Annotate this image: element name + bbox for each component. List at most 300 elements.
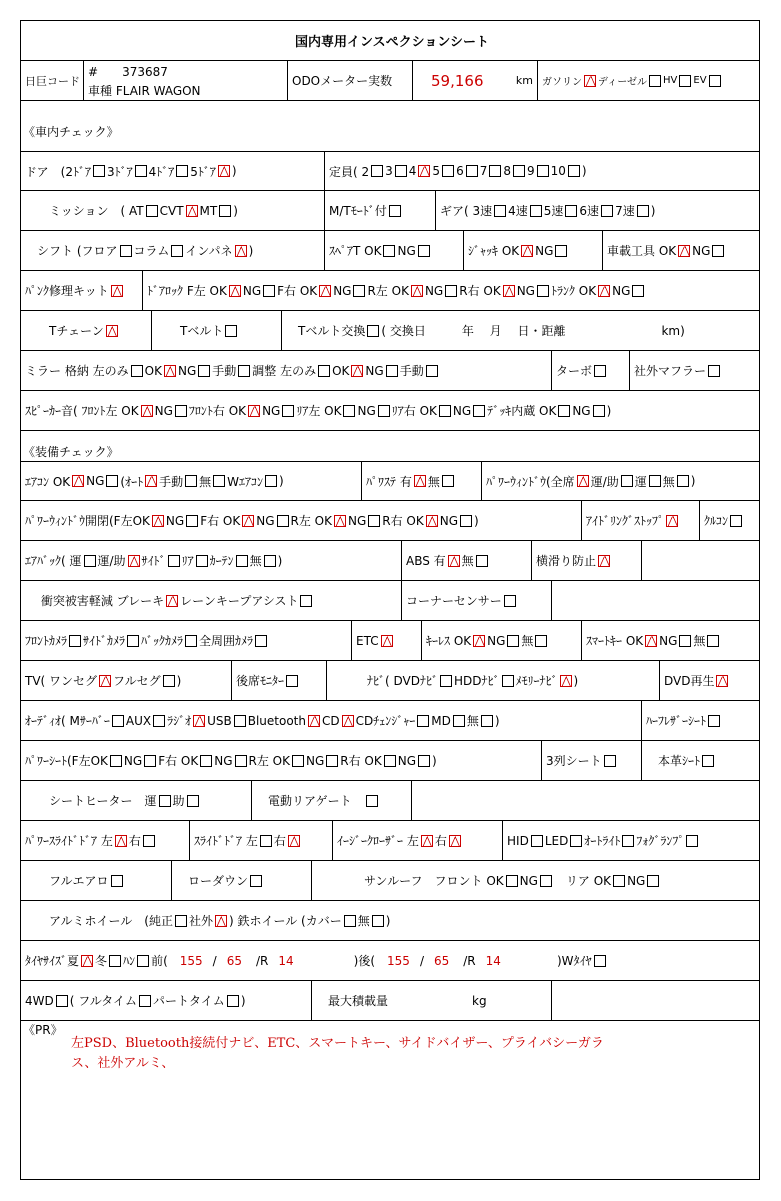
checkbox[interactable] <box>383 245 395 257</box>
field-label: /R <box>463 953 476 968</box>
checkbox-checked[interactable] <box>72 475 84 487</box>
checkbox[interactable] <box>476 555 488 567</box>
checkbox[interactable] <box>292 755 304 767</box>
check-row <box>21 391 759 431</box>
check-row <box>21 981 759 1021</box>
check-row <box>21 901 759 941</box>
check-cell <box>411 781 759 820</box>
field-label: 3ﾄﾞｱ <box>106 164 133 179</box>
field-label: 4ﾄﾞｱ <box>148 164 175 179</box>
checkbox[interactable] <box>537 165 549 177</box>
checkbox[interactable] <box>709 75 721 87</box>
checkbox[interactable] <box>372 915 384 927</box>
checkbox[interactable] <box>263 285 275 297</box>
checkbox-checked[interactable] <box>598 555 610 567</box>
checkbox[interactable] <box>159 795 171 807</box>
checkbox[interactable] <box>386 365 398 377</box>
field-label: ) 鉄ホイール (カバー <box>228 914 342 928</box>
checkbox-checked[interactable] <box>577 475 589 487</box>
checkbox-checked[interactable] <box>584 75 596 87</box>
check-cell <box>463 231 602 270</box>
checkbox[interactable] <box>144 755 156 767</box>
check-cell <box>21 901 759 940</box>
field-label: ｶｰﾃﾝ <box>209 554 234 568</box>
check-row <box>21 941 759 981</box>
field-label: 最大積載量 kg <box>316 994 487 1008</box>
checkbox[interactable] <box>200 755 212 767</box>
check-cell <box>21 152 324 190</box>
field-label: NG <box>487 633 506 648</box>
checkbox-checked[interactable] <box>164 365 176 377</box>
field-label: 車載工具 OK <box>607 244 677 258</box>
field-label: NG <box>439 513 459 528</box>
odo-field[interactable] <box>412 61 537 100</box>
field-label: NG <box>357 403 376 418</box>
checkbox[interactable] <box>460 515 472 527</box>
checkbox-checked[interactable] <box>218 165 230 177</box>
checkbox-checked[interactable] <box>193 715 205 727</box>
check-cell <box>332 821 502 860</box>
checkbox[interactable] <box>494 205 506 217</box>
field-label: NG <box>86 474 105 488</box>
checkbox[interactable] <box>110 755 122 767</box>
checkbox[interactable] <box>109 955 121 967</box>
field-label: ミラー 格納 左のみ <box>25 364 129 378</box>
checkbox-checked[interactable] <box>449 835 461 847</box>
check-cell <box>502 821 759 860</box>
checkbox[interactable] <box>235 755 247 767</box>
checkbox[interactable] <box>504 595 516 607</box>
checkbox-checked[interactable] <box>288 835 300 847</box>
field-label: NG <box>242 283 262 298</box>
checkbox[interactable] <box>570 835 582 847</box>
checkbox[interactable] <box>185 635 197 647</box>
checkbox[interactable] <box>632 285 644 297</box>
checkbox-checked[interactable] <box>598 285 610 297</box>
checkbox-checked[interactable] <box>99 675 111 687</box>
checkbox[interactable] <box>137 955 149 967</box>
checkbox[interactable] <box>163 675 175 687</box>
checkbox[interactable] <box>286 675 298 687</box>
check-cell <box>581 621 759 660</box>
checkbox[interactable] <box>367 325 379 337</box>
checkbox[interactable] <box>175 915 187 927</box>
field-label: ｽﾗｲﾄﾞﾄﾞｱ 左 <box>194 834 258 848</box>
field-label: NG <box>535 243 554 258</box>
field-label: 前( <box>151 954 168 968</box>
pr-label: 《PR》 <box>23 1023 63 1037</box>
field-label: ﾌﾛﾝﾄｶﾒﾗ <box>25 634 68 648</box>
checkbox[interactable] <box>111 875 123 887</box>
checkbox[interactable] <box>84 555 96 567</box>
field-label: ) <box>231 164 237 178</box>
check-row <box>21 191 759 231</box>
field-label: NG <box>627 873 646 888</box>
checkbox[interactable] <box>445 285 457 297</box>
check-row <box>21 231 759 271</box>
checkbox[interactable] <box>139 995 151 1007</box>
field-label: ﾌｫｸﾞﾗﾝﾌﾟ <box>636 834 685 848</box>
check-cell <box>21 861 171 900</box>
field-label: 本革ｼｰﾄ <box>646 754 701 768</box>
checkbox[interactable] <box>318 365 330 377</box>
odo-unit: km <box>515 74 533 87</box>
checkbox[interactable] <box>568 165 580 177</box>
checkbox[interactable] <box>417 715 429 727</box>
checkbox-checked[interactable] <box>141 405 153 417</box>
checkbox[interactable] <box>168 555 180 567</box>
field-label: NG <box>692 243 711 258</box>
field-label: ETC <box>356 633 379 648</box>
checkbox[interactable] <box>604 755 616 767</box>
checkbox[interactable] <box>260 835 272 847</box>
checkbox[interactable] <box>708 715 720 727</box>
checkbox-checked[interactable] <box>503 285 515 297</box>
checkbox-checked[interactable] <box>145 475 157 487</box>
checkbox[interactable] <box>187 795 199 807</box>
checkbox-checked[interactable] <box>678 245 690 257</box>
check-cell <box>21 661 231 700</box>
field-label: ｴｱｺﾝ OK <box>25 474 71 489</box>
checkbox-checked[interactable] <box>166 595 178 607</box>
checkbox[interactable] <box>213 475 225 487</box>
field-label: 6 <box>456 164 464 178</box>
field-label: ｵｰﾃﾞｨｵ( Mｻｰﾊﾞｰ <box>25 714 110 728</box>
field-label: ) <box>176 673 182 688</box>
field-label: Tベルト交換 <box>286 324 366 338</box>
check-row <box>21 351 759 391</box>
checkbox-checked[interactable] <box>381 635 393 647</box>
checkbox[interactable] <box>146 205 158 217</box>
checkbox[interactable] <box>93 165 105 177</box>
checkbox[interactable] <box>677 475 689 487</box>
field-label: 手動 <box>212 364 237 378</box>
checkbox-checked[interactable] <box>111 285 123 297</box>
checkbox[interactable] <box>531 835 543 847</box>
check-cell <box>602 231 759 270</box>
checkbox[interactable] <box>135 165 147 177</box>
field-label: 無 <box>427 474 440 489</box>
field-label: 無 <box>357 914 370 928</box>
checkbox[interactable] <box>384 755 396 767</box>
checkbox[interactable] <box>368 515 380 527</box>
check-cell <box>435 191 759 230</box>
field-label: 7速 <box>615 204 635 218</box>
checkbox[interactable] <box>502 675 514 687</box>
checkbox[interactable] <box>513 165 525 177</box>
check-cell <box>324 231 463 270</box>
checkbox[interactable] <box>426 365 438 377</box>
checkbox[interactable] <box>225 325 237 337</box>
checkbox[interactable] <box>473 405 485 417</box>
checkbox[interactable] <box>112 715 124 727</box>
checkbox[interactable] <box>649 75 661 87</box>
checkbox[interactable] <box>131 365 143 377</box>
checkbox[interactable] <box>712 245 724 257</box>
checkbox[interactable] <box>198 365 210 377</box>
field-label: F右 OK <box>200 514 241 528</box>
checkbox[interactable] <box>185 475 197 487</box>
checkbox[interactable] <box>594 955 606 967</box>
field-label: 6速 <box>579 204 600 218</box>
check-row <box>21 461 759 501</box>
checkbox[interactable] <box>621 475 633 487</box>
check-cell <box>189 821 332 860</box>
checkbox[interactable] <box>186 515 198 527</box>
field-label: ) <box>233 203 238 218</box>
vehicle-info <box>83 61 287 100</box>
inspection-sheet <box>20 20 760 1180</box>
checkbox[interactable] <box>489 165 501 177</box>
checkbox-checked[interactable] <box>418 165 430 177</box>
checkbox[interactable] <box>418 755 430 767</box>
field-label: 5ﾄﾞｱ <box>190 164 216 179</box>
checkbox[interactable] <box>378 405 390 417</box>
checkbox-checked[interactable] <box>308 715 320 727</box>
field-label: 冬 <box>95 954 108 968</box>
checkbox[interactable] <box>466 165 478 177</box>
checkbox-checked[interactable] <box>319 285 331 297</box>
field-label: 65 <box>226 953 242 968</box>
checkbox-checked[interactable] <box>521 245 533 257</box>
checkbox[interactable] <box>300 595 312 607</box>
field-label: ﾊﾟﾜｰｳｨﾝﾄﾞｳ(全席 <box>486 474 575 489</box>
field-label: ターボ <box>556 364 593 378</box>
field-label: 横滑り防止 <box>536 554 597 568</box>
checkbox[interactable] <box>343 405 355 417</box>
checkbox-checked[interactable] <box>242 515 254 527</box>
check-cell <box>21 741 541 780</box>
checkbox[interactable] <box>277 515 289 527</box>
field-label: ﾊﾟﾜｰｽﾗｲﾄﾞﾄﾞｱ 左 <box>25 834 113 848</box>
checkbox[interactable] <box>565 205 577 217</box>
checkbox[interactable] <box>540 875 552 887</box>
field-label: リア OK <box>553 874 612 888</box>
check-cell <box>231 661 326 700</box>
check-cell <box>21 581 401 620</box>
checkbox[interactable] <box>555 245 567 257</box>
field-label: 4WD <box>25 993 54 1008</box>
field-label: NG <box>214 753 233 768</box>
checkbox[interactable] <box>366 795 378 807</box>
checkbox[interactable] <box>219 205 231 217</box>
checkbox-checked[interactable] <box>666 515 678 527</box>
check-row <box>21 861 759 901</box>
check-cell <box>21 781 251 820</box>
field-label: HDDﾅﾋﾞ <box>453 674 500 688</box>
field-label: NG <box>612 283 631 298</box>
field-label: 運/助 <box>97 554 126 568</box>
field-label: ギア( 3速 <box>440 204 493 218</box>
field-label: ( フルタイム <box>69 994 138 1008</box>
checkbox[interactable] <box>537 285 549 297</box>
checkbox[interactable] <box>143 835 155 847</box>
checkbox[interactable] <box>679 635 691 647</box>
checkbox[interactable] <box>507 635 519 647</box>
checkbox[interactable] <box>535 635 547 647</box>
checkbox[interactable] <box>594 365 606 377</box>
checkbox[interactable] <box>395 165 407 177</box>
field-label: アルミホイール (純正 <box>25 914 173 928</box>
checkbox[interactable] <box>171 245 183 257</box>
field-label: ﾘｱ左 OK <box>296 404 342 418</box>
field-label: MT <box>199 203 218 218</box>
checkbox[interactable] <box>69 635 81 647</box>
field-label: 5 <box>432 164 441 178</box>
checkbox[interactable] <box>389 205 401 217</box>
field-label: 7 <box>479 164 488 178</box>
checkbox[interactable] <box>282 405 294 417</box>
checkbox[interactable] <box>175 405 187 417</box>
field-label: 3 <box>385 164 393 178</box>
checkbox[interactable] <box>481 715 493 727</box>
field-label: 8 <box>503 164 511 178</box>
checkbox[interactable] <box>153 715 165 727</box>
checkbox[interactable] <box>593 405 605 417</box>
checkbox-checked[interactable] <box>448 555 460 567</box>
checkbox-checked[interactable] <box>248 405 260 417</box>
check-row <box>21 581 759 621</box>
checkbox[interactable] <box>442 165 454 177</box>
pr-section <box>23 1021 753 1074</box>
check-cell <box>21 981 311 1020</box>
checkbox[interactable] <box>238 365 250 377</box>
checkbox-checked[interactable] <box>560 675 572 687</box>
field-label: NG <box>333 283 352 298</box>
field-label: NG <box>154 403 173 418</box>
field-label: 無 <box>461 554 474 568</box>
checkbox-checked[interactable] <box>334 515 346 527</box>
field-label: M/Tﾓｰﾄﾞ付 <box>329 204 387 218</box>
field-label: 無 <box>249 554 262 568</box>
checkbox[interactable] <box>250 875 262 887</box>
check-cell <box>21 351 551 390</box>
checkbox[interactable] <box>707 635 719 647</box>
checkbox[interactable] <box>353 285 365 297</box>
field-label: NG <box>177 363 197 378</box>
field-label: ) <box>606 403 612 418</box>
check-cell <box>361 462 481 500</box>
checkbox-checked[interactable] <box>128 555 140 567</box>
checkbox-checked[interactable] <box>115 835 127 847</box>
checkbox-checked[interactable] <box>414 475 426 487</box>
checkbox[interactable] <box>647 875 659 887</box>
field-label: ﾘｱ <box>181 554 194 568</box>
checkbox[interactable] <box>439 405 451 417</box>
field-label: NG <box>262 403 281 418</box>
check-cell <box>551 351 629 390</box>
checkbox[interactable] <box>442 475 454 487</box>
checkbox-checked[interactable] <box>426 515 438 527</box>
checkbox[interactable] <box>622 835 634 847</box>
checkbox[interactable] <box>236 555 248 567</box>
field-label: 後席ﾓﾆﾀｰ <box>236 674 285 688</box>
checkbox[interactable] <box>56 995 68 1007</box>
checkbox[interactable] <box>234 715 246 727</box>
title-row <box>21 21 759 61</box>
checkbox[interactable] <box>371 165 383 177</box>
field-label: ﾊﾟﾜｰｳｨﾝﾄﾞｳ開閉(F左OK <box>25 514 150 528</box>
field-label: 定員( 2 <box>329 164 370 179</box>
checkbox[interactable] <box>453 715 465 727</box>
checkbox-checked[interactable] <box>473 635 485 647</box>
check-cell <box>21 191 324 230</box>
checkbox-checked[interactable] <box>421 835 433 847</box>
checkbox[interactable] <box>506 875 518 887</box>
checkbox-checked[interactable] <box>215 915 227 927</box>
checkbox[interactable] <box>344 915 356 927</box>
field-label: サンルーフ フロント OK <box>316 874 504 888</box>
checkbox-checked[interactable] <box>106 325 118 337</box>
checkbox[interactable] <box>176 165 188 177</box>
checkbox-checked[interactable] <box>229 285 241 297</box>
checkbox[interactable] <box>649 475 661 487</box>
checkbox[interactable] <box>558 405 570 417</box>
check-cell <box>21 501 581 540</box>
field-label: 右 <box>273 834 286 848</box>
field-label: Bluetooth <box>247 713 306 728</box>
field-label: ﾅﾋﾞ( DVDﾅﾋﾞ <box>331 674 438 688</box>
checkbox[interactable] <box>686 835 698 847</box>
checkbox-checked[interactable] <box>716 675 728 687</box>
checkbox[interactable] <box>702 755 714 767</box>
checkbox[interactable] <box>265 475 277 487</box>
checkbox[interactable] <box>227 995 239 1007</box>
field-label: HV <box>663 75 678 86</box>
checkbox[interactable] <box>127 635 139 647</box>
header-row <box>21 61 759 101</box>
sheet-title: 国内専用インスペクションシート <box>294 35 490 50</box>
checkbox[interactable] <box>106 475 118 487</box>
field-label: 手動 <box>159 474 184 489</box>
checkbox-checked[interactable] <box>342 715 354 727</box>
checkbox-checked[interactable] <box>235 245 247 257</box>
checkbox[interactable] <box>440 675 452 687</box>
checkbox-checked[interactable] <box>351 365 363 377</box>
field-label: Tベルト <box>156 324 224 338</box>
check-row <box>21 271 759 311</box>
checkbox[interactable] <box>255 635 267 647</box>
field-label: ) <box>573 673 579 688</box>
checkbox[interactable] <box>637 205 649 217</box>
field-label: AUX <box>125 713 152 728</box>
checkbox[interactable] <box>708 365 720 377</box>
checkbox[interactable] <box>326 755 338 767</box>
checkbox[interactable] <box>530 205 542 217</box>
equipment-section-title: 《装備チェック》 <box>23 445 119 459</box>
field-label: USB <box>207 713 232 728</box>
checkbox-checked[interactable] <box>411 285 423 297</box>
checkbox[interactable] <box>679 75 691 87</box>
checkbox[interactable] <box>264 555 276 567</box>
field-label: NG <box>165 513 185 528</box>
checkbox[interactable] <box>730 515 742 527</box>
check-cell <box>21 701 641 740</box>
field-label: OK <box>144 363 162 378</box>
checkbox[interactable] <box>418 245 430 257</box>
field-label: NG <box>516 283 535 298</box>
checkbox[interactable] <box>601 205 613 217</box>
checkbox[interactable] <box>196 555 208 567</box>
checkbox-checked[interactable] <box>186 205 198 217</box>
field-label: 5速 <box>543 204 564 218</box>
checkbox-checked[interactable] <box>645 635 657 647</box>
checkbox[interactable] <box>120 245 132 257</box>
checkbox[interactable] <box>613 875 625 887</box>
checkbox-checked[interactable] <box>81 955 93 967</box>
field-label: ｵｰﾄﾗｲﾄ <box>584 834 621 848</box>
checkbox-checked[interactable] <box>152 515 164 527</box>
